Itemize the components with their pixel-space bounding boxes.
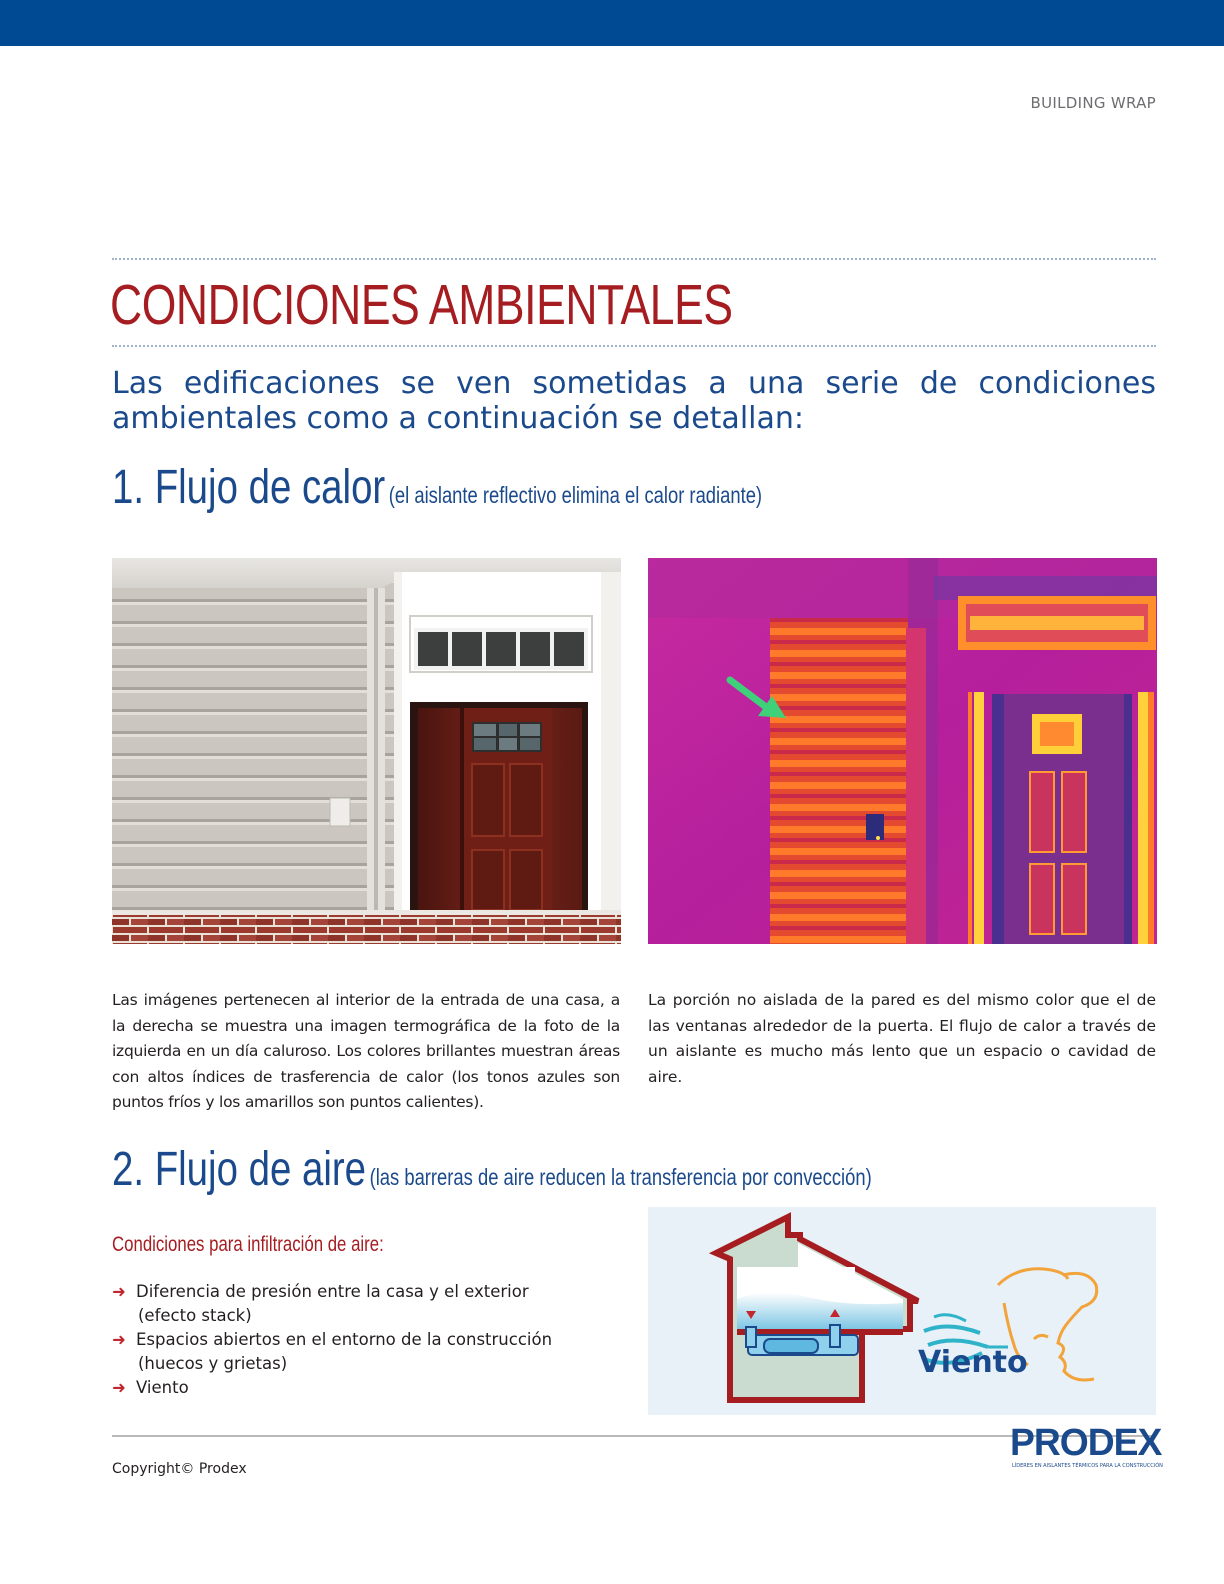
wind-label: Viento [918, 1345, 1028, 1380]
title-top-divider [112, 258, 1156, 260]
arrow-right-icon: ➜ [112, 1378, 126, 1397]
footer-divider [112, 1435, 1156, 1437]
section-1-title: 1. Flujo de calor [112, 461, 386, 514]
prodex-logo [1010, 1422, 1163, 1476]
list-item-text: Viento [136, 1378, 189, 1397]
section-tag: BUILDING WRAP [1030, 94, 1156, 112]
list-item [112, 1376, 612, 1400]
section-2-subtitle: (las barreras de aire reducen la transferencia por convección) [369, 1164, 872, 1190]
section-2-heading [112, 1142, 872, 1197]
list-item [112, 1328, 612, 1376]
list-item-detail: (efecto stack) [138, 1306, 252, 1325]
section-1-left-text: Las imágenes pertenecen al interior de la entrada de una casa, a la derecha se muestra una imagen termográfica de la foto de la izquierda en un día caluroso. Los colores brillantes muestran áreas con altos índices de trasferencia de calor (los tonos azules son puntos fríos y los amarillos son puntos calientes). [112, 991, 620, 1111]
conditions-list [112, 1280, 612, 1400]
conditions-title: Condiciones para infiltración de aire: [112, 1233, 384, 1256]
section-1-subtitle: (el aislante reflectivo elimina el calor radiante) [388, 482, 763, 508]
entrance-photo [112, 558, 621, 944]
wind-diagram [648, 1207, 1156, 1415]
list-item [112, 1280, 612, 1328]
arrow-right-icon: ➜ [112, 1282, 126, 1301]
page-title: CONDICIONES AMBIENTALES [110, 273, 733, 337]
list-item-text: Diferencia de presión entre la casa y el exterior [136, 1282, 529, 1301]
list-item-text: Espacios abiertos en el entorno de la construcción [136, 1330, 553, 1349]
list-item-detail: (huecos y grietas) [138, 1354, 288, 1373]
logo-wordmark: PRODEX [1010, 1422, 1162, 1464]
logo-tagline: LÍDERES EN AISLANTES TÉRMICOS PARA LA CONSTRUCCIÓN [1012, 1463, 1163, 1469]
top-bar [0, 0, 1224, 46]
intro-paragraph: Las edificaciones se ven sometidas a una serie de condiciones ambientales como a continuación se detallan: [112, 366, 1156, 436]
section-2-title: 2. Flujo de aire [112, 1143, 367, 1196]
copyright: Copyright© Prodex [112, 1461, 247, 1477]
section-1-right-text: La porción no aislada de la pared es del mismo color que el de las ventanas alrededor de la puerta. El flujo de calor a través de un aislante es mucho más lento que un espacio o cavidad de aire. [648, 991, 1156, 1086]
section-1-heading [112, 460, 762, 515]
thermal-image [648, 558, 1157, 944]
arrow-right-icon: ➜ [112, 1330, 126, 1349]
title-bottom-divider [112, 345, 1156, 347]
